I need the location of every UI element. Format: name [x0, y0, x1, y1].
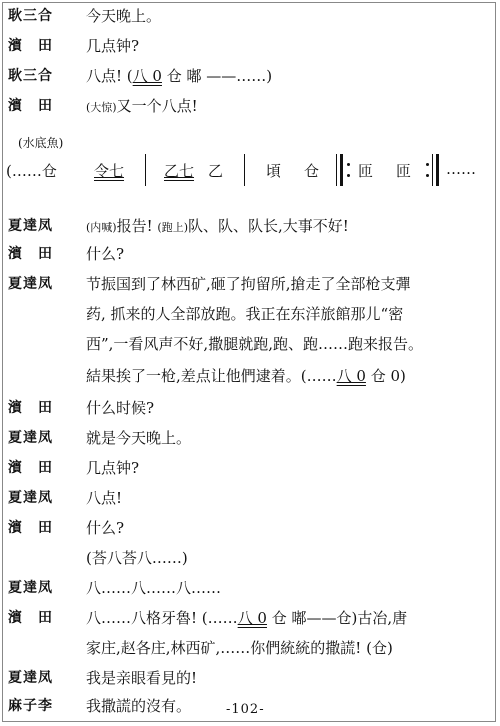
dialogue-text: 西”,一看风声不好,撒腿就跑,跑、跑……跑来报告。	[86, 335, 423, 353]
score-measure-3a: 頃	[266, 162, 282, 180]
speaker-name: 耿三合	[8, 68, 53, 84]
score-measure-1: 令七	[94, 162, 125, 180]
dialogue-text	[86, 216, 349, 238]
score-close: ……	[446, 160, 476, 178]
speaker-name: 濱 田	[8, 400, 53, 416]
repeat-dot	[347, 163, 350, 166]
dialogue-text: 我是亲眼看見的!	[86, 669, 198, 687]
beat-notation: 八 0	[132, 67, 162, 85]
dialogue-text: 今天晚上。	[86, 7, 162, 25]
dialogue-text	[86, 96, 198, 118]
dialogue-text-start: 八……八格牙魯! (……	[86, 609, 238, 627]
speaker-name: 濱 田	[8, 460, 53, 476]
beat-notation: 八 0	[237, 609, 267, 627]
dialogue-text-end: 仓 嘟 ——……)	[166, 67, 273, 85]
bar-line	[432, 154, 433, 186]
percussion-score	[0, 154, 500, 186]
stage-direction: (大惊)	[86, 101, 117, 114]
score-measure-4a: 匝	[358, 162, 374, 180]
score-measure-3b: 仓	[304, 162, 320, 180]
score-measure-2b: 乙	[208, 162, 224, 180]
bar-line	[244, 154, 245, 186]
speaker-name: 夏達凤	[8, 490, 53, 506]
dialogue-text-part: 队、队、队长,大事不好!	[188, 217, 349, 235]
dialogue-text: 八……八……八……	[86, 579, 222, 597]
speaker-name: 濱 田	[8, 98, 53, 114]
score-measure-4b: 匝	[396, 162, 412, 180]
page-number: -102-	[226, 702, 265, 717]
score-open: (……仓	[6, 162, 57, 180]
percussion-cue: (荅八荅八……)	[86, 549, 188, 567]
dialogue-text: 几点钟?	[86, 459, 140, 477]
dialogue-text: 我撒謊的沒有。	[86, 697, 192, 715]
dialogue-text-start: 八点! (	[86, 67, 133, 85]
speaker-name: 濱 田	[8, 520, 53, 536]
dialogue-text	[86, 608, 407, 628]
dialogue-text	[86, 366, 406, 386]
dialogue-text-part: 报告!	[116, 217, 153, 235]
bar-line	[336, 154, 337, 186]
speaker-name: 濱 田	[8, 246, 53, 262]
dialogue-text: 节振国到了林西矿,砸了拘留所,搶走了全部枪支彈	[86, 275, 411, 293]
dialogue-text-main: 又一个八点!	[116, 97, 198, 115]
dialogue-text: 什么?	[86, 519, 125, 537]
speaker-name: 夏達凤	[8, 670, 53, 686]
speaker-name: 麻子李	[8, 698, 53, 714]
dialogue-text-end: 仓 嘟——仓)古冶,唐	[271, 609, 408, 627]
dialogue-text: 八点!	[86, 489, 123, 507]
repeat-dot	[347, 174, 350, 177]
speaker-name: 濱 田	[8, 610, 53, 626]
repeat-bar-start	[340, 154, 343, 186]
score-title: (水底魚)	[18, 136, 64, 150]
dialogue-text: 家庄,赵各庄,林西矿,……你們統統的撒謊! (仓)	[86, 639, 393, 657]
repeat-bar-end	[436, 154, 439, 186]
stage-direction: (跑上)	[157, 221, 188, 234]
bar-line	[145, 154, 146, 186]
repeat-dot	[426, 163, 429, 166]
speaker-name: 耿三合	[8, 8, 53, 24]
dialogue-text-start: 結果挨了一枪,差点让他們逮着。(……	[86, 367, 337, 385]
speaker-name: 夏達凤	[8, 276, 53, 292]
dialogue-text: 几点钟?	[86, 37, 140, 55]
dialogue-text-end: 仓 0)	[370, 367, 406, 385]
speaker-name: 夏達凤	[8, 580, 53, 596]
score-measure-2a: 乙七	[164, 162, 195, 180]
stage-direction: (内喊)	[86, 221, 117, 234]
dialogue-text: 药, 抓来的人全部放跑。我正在东洋旅館那儿“密	[86, 305, 404, 323]
dialogue-text: 什么时候?	[86, 399, 155, 417]
dialogue-text: 什么?	[86, 245, 125, 263]
repeat-dot	[426, 174, 429, 177]
dialogue-text: 就是今天晚上。	[86, 429, 192, 447]
speaker-name: 夏達凤	[8, 430, 53, 446]
dialogue-text	[86, 66, 272, 86]
speaker-name: 夏達凤	[8, 218, 53, 234]
beat-notation: 八 0	[336, 367, 366, 385]
speaker-name: 濱 田	[8, 38, 53, 54]
